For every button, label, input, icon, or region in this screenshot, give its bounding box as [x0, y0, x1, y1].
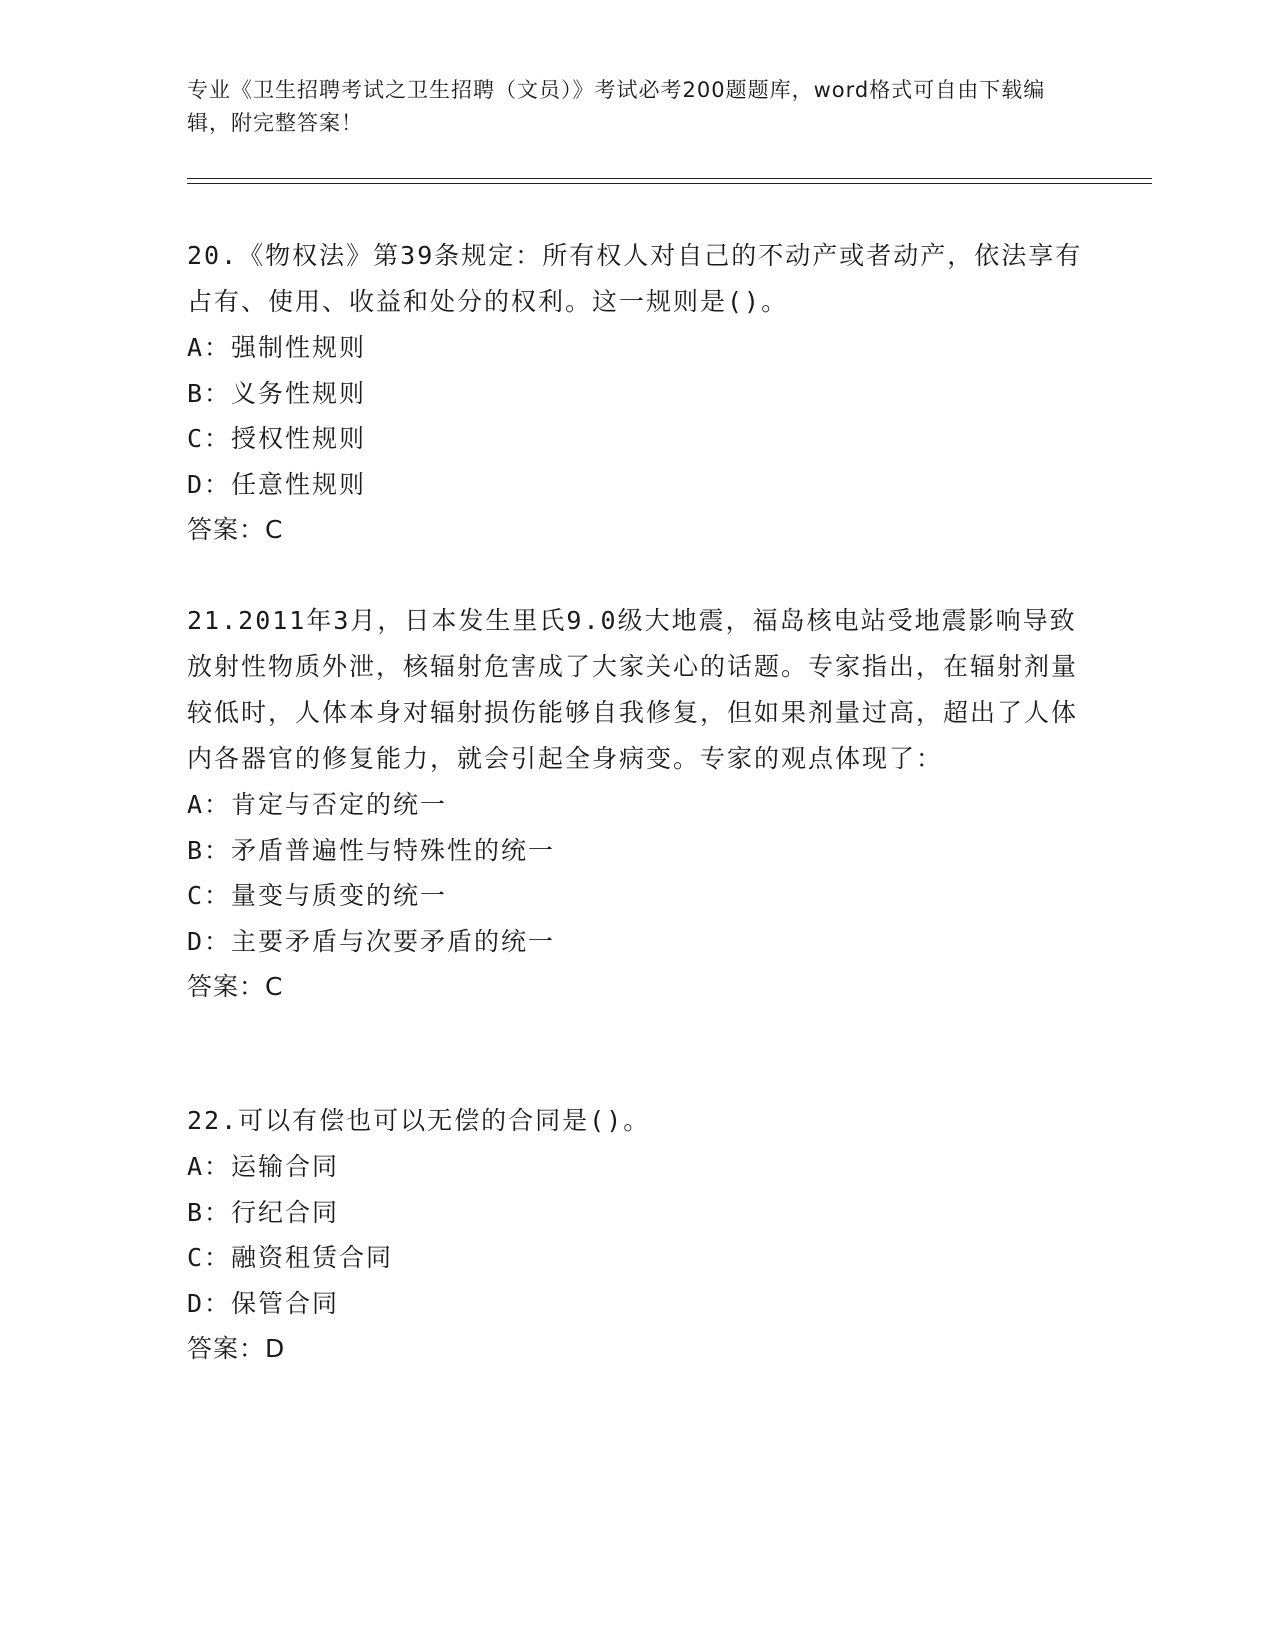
- option-d: D：保管合同: [187, 1288, 340, 1318]
- question-stem: 21.2011年3月，日本发生里氏9.0级大地震，福岛核电站受地震影响导致放射性物质外泄，核辐射危害成了大家关心的话题。专家指出，在辐射剂量较低时，人体本身对辐射损伤能够自我修复，但如果剂量过高，超出了人体内各器官的修复能力，就会引起全身病变。专家的观点体现了：: [187, 606, 1079, 773]
- option-b: B：行纪合同: [187, 1197, 340, 1227]
- option-a: A：运输合同: [187, 1152, 340, 1181]
- option-b: B：矛盾普遍性与特殊性的统一: [187, 835, 556, 865]
- option-b: B：义务性规则: [187, 378, 367, 408]
- option-d: D：任意性规则: [187, 469, 367, 499]
- header-divider-bottom: [187, 183, 1152, 184]
- answer: 答案：D: [187, 1334, 286, 1363]
- option-c: C：融资租赁合同: [187, 1243, 394, 1272]
- document-header: 专业《卫生招聘考试之卫生招聘（文员）》考试必考200题题库，word格式可自由下载编辑，附完整答案！: [187, 78, 1046, 135]
- question-21: [187, 598, 1087, 1010]
- answer: 答案：C: [187, 972, 284, 1001]
- option-d: D：主要矛盾与次要矛盾的统一: [187, 926, 556, 956]
- question-stem: 22.可以有偿也可以无偿的合同是()。: [187, 1106, 651, 1135]
- option-a: A：强制性规则: [187, 333, 367, 362]
- option-c: C：量变与质变的统一: [187, 881, 448, 910]
- option-c: C：授权性规则: [187, 424, 367, 453]
- question-22: [187, 1098, 1087, 1372]
- question-stem: 20.《物权法》第39条规定：所有权人对自己的不动产或者动产，依法享有占有、使用、收益和处分的权利。这一规则是()。: [187, 241, 1083, 316]
- header-divider-top: [187, 178, 1152, 179]
- option-a: A：肯定与否定的统一: [187, 790, 448, 819]
- question-20: [187, 233, 1087, 553]
- answer: 答案：C: [187, 515, 284, 544]
